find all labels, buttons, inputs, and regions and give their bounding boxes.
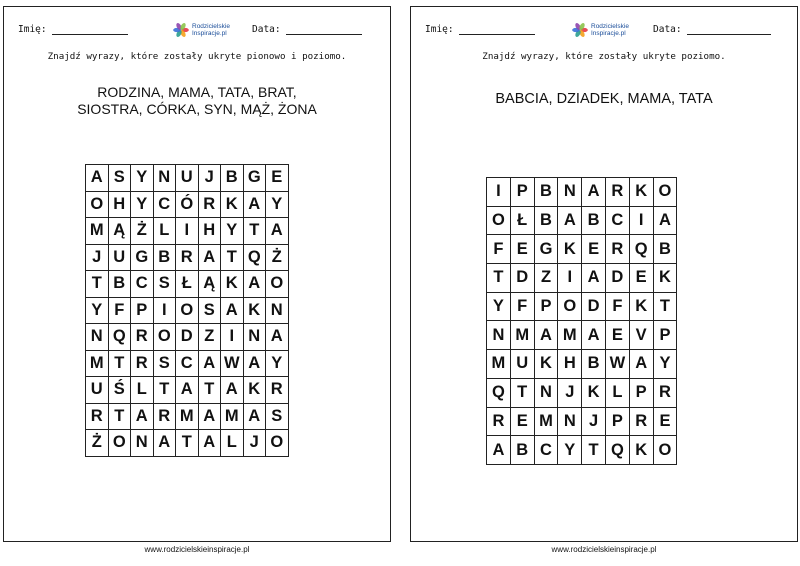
grid-cell[interactable]: C — [153, 191, 176, 218]
grid-cell[interactable]: E — [510, 235, 534, 264]
grid-cell[interactable]: A — [221, 377, 244, 404]
grid-row — [487, 378, 677, 407]
grid-row — [86, 377, 289, 404]
grid-cell[interactable]: H — [198, 218, 221, 245]
grid-cell[interactable]: B — [108, 271, 131, 298]
grid-cell[interactable]: T — [153, 377, 176, 404]
grid-cell[interactable]: A — [243, 403, 266, 430]
grid-cell[interactable]: L — [605, 378, 629, 407]
grid-cell[interactable]: Y — [86, 297, 109, 324]
grid-cell[interactable]: S — [108, 165, 131, 192]
grid-cell[interactable]: A — [243, 191, 266, 218]
grid-cell[interactable]: D — [176, 324, 199, 351]
name-field[interactable] — [425, 24, 535, 35]
grid-cell[interactable]: J — [86, 244, 109, 271]
logo-flower-icon — [571, 21, 589, 39]
grid-cell[interactable]: J — [558, 378, 582, 407]
grid-cell[interactable]: A — [629, 350, 653, 379]
grid-row — [487, 235, 677, 264]
date-label: Data: — [252, 24, 281, 35]
grid-cell[interactable]: K — [221, 191, 244, 218]
grid-cell[interactable]: H — [108, 191, 131, 218]
grid-cell[interactable]: Y — [558, 436, 582, 465]
grid-cell[interactable]: A — [487, 436, 511, 465]
worksheet-right — [410, 6, 798, 542]
grid-row — [86, 165, 289, 192]
grid-cell[interactable]: H — [558, 350, 582, 379]
grid-cell[interactable]: K — [629, 178, 653, 207]
grid-cell[interactable]: R — [86, 403, 109, 430]
date-label: Data: — [653, 24, 682, 35]
grid-cell[interactable]: K — [534, 350, 558, 379]
grid-cell[interactable]: T — [86, 271, 109, 298]
grid-cell[interactable]: C — [131, 271, 154, 298]
grid-row — [487, 321, 677, 350]
word-list-line-1: RODZINA, MAMA, TATA, BRAT, — [97, 84, 297, 100]
grid-cell[interactable]: G — [243, 165, 266, 192]
grid-cell[interactable]: B — [153, 244, 176, 271]
grid-cell[interactable]: C — [534, 436, 558, 465]
grid-cell[interactable]: T — [243, 218, 266, 245]
logo-line-2: Inspiracje.pl — [591, 30, 626, 37]
grid-cell[interactable]: A — [221, 297, 244, 324]
grid-cell[interactable]: B — [653, 235, 677, 264]
grid-cell[interactable]: A — [558, 206, 582, 235]
grid-cell[interactable]: I — [487, 178, 511, 207]
grid-cell[interactable]: I — [221, 324, 244, 351]
grid-cell[interactable]: D — [605, 264, 629, 293]
grid-cell[interactable]: M — [221, 403, 244, 430]
grid-cell[interactable]: Y — [266, 191, 289, 218]
name-label: Imię: — [18, 24, 47, 35]
grid-cell[interactable]: N — [487, 321, 511, 350]
grid-cell[interactable]: P — [131, 297, 154, 324]
grid-cell[interactable]: Ż — [266, 244, 289, 271]
grid-row — [487, 407, 677, 436]
grid-row — [86, 324, 289, 351]
date-field[interactable] — [252, 24, 362, 35]
grid-cell[interactable]: M — [487, 350, 511, 379]
grid-cell[interactable]: S — [153, 271, 176, 298]
grid-cell[interactable]: Ł — [176, 271, 199, 298]
grid-cell[interactable]: B — [534, 178, 558, 207]
grid-cell[interactable]: O — [653, 436, 677, 465]
grid-cell[interactable]: K — [582, 378, 606, 407]
grid-cell[interactable]: T — [198, 377, 221, 404]
grid-cell[interactable]: T — [487, 264, 511, 293]
grid-cell[interactable]: U — [510, 350, 534, 379]
grid-cell[interactable]: B — [534, 206, 558, 235]
grid-cell[interactable]: T — [108, 350, 131, 377]
grid-cell[interactable]: D — [582, 292, 606, 321]
grid-cell[interactable]: Ś — [108, 377, 131, 404]
grid-cell[interactable]: Ó — [176, 191, 199, 218]
grid-cell[interactable]: A — [266, 218, 289, 245]
logo-flower-icon — [172, 21, 190, 39]
grid-cell[interactable]: K — [243, 297, 266, 324]
grid-cell[interactable]: A — [266, 324, 289, 351]
grid-cell[interactable]: I — [558, 264, 582, 293]
grid-cell[interactable]: N — [558, 178, 582, 207]
grid-cell[interactable]: T — [510, 378, 534, 407]
grid-cell[interactable]: Q — [487, 378, 511, 407]
grid-cell[interactable]: C — [605, 206, 629, 235]
grid-cell[interactable]: O — [558, 292, 582, 321]
grid-cell[interactable]: Q — [605, 436, 629, 465]
logo-line-1: Rodzicielskie — [591, 23, 629, 30]
grid-cell[interactable]: N — [558, 407, 582, 436]
grid-cell[interactable]: O — [108, 430, 131, 457]
grid-cell[interactable]: R — [266, 377, 289, 404]
grid-row — [86, 430, 289, 457]
grid-cell[interactable]: P — [510, 178, 534, 207]
grid-cell[interactable]: A — [198, 244, 221, 271]
grid-cell[interactable]: A — [131, 403, 154, 430]
grid-cell[interactable]: O — [487, 206, 511, 235]
grid-cell[interactable]: T — [221, 244, 244, 271]
letter-grid — [85, 164, 289, 457]
grid-cell[interactable]: A — [198, 430, 221, 457]
grid-cell[interactable]: C — [176, 350, 199, 377]
logo-text — [192, 23, 230, 37]
grid-cell[interactable]: O — [266, 430, 289, 457]
grid-cell[interactable]: Y — [487, 292, 511, 321]
grid-cell[interactable]: Z — [198, 324, 221, 351]
grid-cell[interactable]: L — [131, 377, 154, 404]
grid-cell[interactable]: S — [266, 403, 289, 430]
grid-cell[interactable]: K — [653, 264, 677, 293]
grid-cell[interactable]: S — [198, 297, 221, 324]
grid-row — [487, 178, 677, 207]
grid-cell[interactable]: K — [558, 235, 582, 264]
word-list-line-2: SIOSTRA, CÓRKA, SYN, MĄŻ, ŻONA — [77, 101, 317, 117]
grid-cell[interactable]: F — [510, 292, 534, 321]
grid-cell[interactable]: V — [629, 321, 653, 350]
grid-cell[interactable]: I — [629, 206, 653, 235]
grid-cell[interactable]: F — [487, 235, 511, 264]
grid-cell[interactable]: B — [582, 206, 606, 235]
grid-cell[interactable]: R — [629, 407, 653, 436]
grid-cell[interactable]: G — [534, 235, 558, 264]
grid-cell[interactable]: A — [582, 264, 606, 293]
grid-cell[interactable]: P — [629, 378, 653, 407]
grid-cell[interactable]: M — [176, 403, 199, 430]
grid-cell[interactable]: U — [86, 377, 109, 404]
grid-cell[interactable]: D — [510, 264, 534, 293]
grid-cell[interactable]: O — [653, 178, 677, 207]
grid-cell[interactable]: P — [653, 321, 677, 350]
grid-cell[interactable]: N — [534, 378, 558, 407]
grid-cell[interactable]: T — [582, 436, 606, 465]
grid-cell[interactable]: N — [266, 297, 289, 324]
grid-cell[interactable]: Y — [266, 350, 289, 377]
grid-cell[interactable]: R — [131, 324, 154, 351]
grid-cell[interactable]: N — [153, 165, 176, 192]
grid-cell[interactable]: A — [176, 377, 199, 404]
grid-cell[interactable]: W — [605, 350, 629, 379]
footer-url[interactable]: www.rodzicielskieinspiracje.pl — [551, 545, 657, 554]
grid-cell[interactable]: Ż — [131, 218, 154, 245]
grid-row — [86, 218, 289, 245]
grid-cell[interactable]: F — [108, 297, 131, 324]
grid-cell[interactable]: M — [534, 407, 558, 436]
grid-cell[interactable]: L — [153, 218, 176, 245]
grid-row — [487, 436, 677, 465]
grid-cell[interactable]: T — [108, 403, 131, 430]
grid-cell[interactable]: O — [86, 191, 109, 218]
grid-cell[interactable]: I — [176, 218, 199, 245]
grid-cell[interactable]: S — [153, 350, 176, 377]
grid-cell[interactable]: Q — [243, 244, 266, 271]
grid-cell[interactable]: A — [243, 271, 266, 298]
grid-cell[interactable]: M — [558, 321, 582, 350]
logo-line-2: Inspiracje.pl — [192, 30, 227, 37]
grid-cell[interactable]: P — [605, 407, 629, 436]
grid-cell[interactable]: A — [153, 430, 176, 457]
date-line[interactable] — [687, 24, 771, 35]
grid-row — [86, 350, 289, 377]
grid-row — [86, 244, 289, 271]
letter-grid — [486, 177, 677, 465]
grid-cell[interactable]: N — [243, 324, 266, 351]
grid-cell[interactable]: R — [605, 178, 629, 207]
grid-cell[interactable]: K — [629, 292, 653, 321]
name-line[interactable] — [459, 24, 535, 35]
grid-cell[interactable]: E — [605, 321, 629, 350]
grid-cell[interactable]: B — [510, 436, 534, 465]
grid-cell[interactable]: A — [198, 403, 221, 430]
grid-cell[interactable]: N — [86, 324, 109, 351]
name-field[interactable] — [18, 24, 128, 35]
grid-cell[interactable]: Ą — [108, 218, 131, 245]
grid-cell[interactable]: Ą — [198, 271, 221, 298]
grid-row — [86, 403, 289, 430]
word-list: BABCIA, DZIADEK, MAMA, TATA — [495, 91, 713, 107]
logo-text — [591, 23, 629, 37]
grid-cell[interactable]: Y — [653, 350, 677, 379]
logo — [571, 21, 629, 39]
grid-row — [86, 271, 289, 298]
grid-cell[interactable]: B — [582, 350, 606, 379]
grid-cell[interactable]: U — [108, 244, 131, 271]
grid-cell[interactable]: A — [653, 206, 677, 235]
grid-cell[interactable]: M — [510, 321, 534, 350]
grid-cell[interactable]: W — [221, 350, 244, 377]
grid-row — [487, 350, 677, 379]
logo-line-1: Rodzicielskie — [192, 23, 230, 30]
grid-cell[interactable]: Z — [534, 264, 558, 293]
grid-cell[interactable]: Q — [108, 324, 131, 351]
grid-cell[interactable]: R — [198, 191, 221, 218]
grid-cell[interactable]: Q — [629, 235, 653, 264]
grid-cell[interactable]: O — [153, 324, 176, 351]
grid-cell[interactable]: E — [266, 165, 289, 192]
name-line[interactable] — [52, 24, 128, 35]
grid-cell[interactable]: A — [198, 350, 221, 377]
grid-cell[interactable]: A — [582, 321, 606, 350]
grid-cell[interactable]: A — [243, 350, 266, 377]
grid-cell[interactable]: R — [131, 350, 154, 377]
grid-cell[interactable]: T — [176, 430, 199, 457]
grid-cell[interactable]: E — [653, 407, 677, 436]
grid-row — [487, 264, 677, 293]
grid-cell[interactable]: R — [653, 378, 677, 407]
grid-cell[interactable]: J — [198, 165, 221, 192]
logo — [172, 21, 230, 39]
grid-cell[interactable]: O — [266, 271, 289, 298]
instruction: Znajdź wyrazy, które zostały ukryte poziomo. — [482, 51, 726, 62]
grid-cell[interactable]: Ł — [510, 206, 534, 235]
grid-cell[interactable]: A — [534, 321, 558, 350]
grid-cell[interactable]: K — [243, 377, 266, 404]
grid-cell[interactable]: K — [629, 436, 653, 465]
grid-cell[interactable]: M — [86, 350, 109, 377]
name-label: Imię: — [425, 24, 454, 35]
grid-cell[interactable]: R — [487, 407, 511, 436]
grid-cell[interactable]: E — [629, 264, 653, 293]
grid-cell[interactable]: B — [221, 165, 244, 192]
grid-cell[interactable]: E — [582, 235, 606, 264]
grid-cell[interactable]: J — [243, 430, 266, 457]
grid-row — [487, 292, 677, 321]
grid-cell[interactable]: T — [653, 292, 677, 321]
date-field[interactable] — [653, 24, 771, 35]
grid-cell[interactable]: R — [605, 235, 629, 264]
grid-cell[interactable]: Y — [221, 218, 244, 245]
grid-cell[interactable]: Y — [131, 191, 154, 218]
grid-cell[interactable]: L — [221, 430, 244, 457]
grid-row — [86, 297, 289, 324]
footer-url[interactable]: www.rodzicielskieinspiracje.pl — [144, 545, 250, 554]
grid-cell[interactable]: M — [86, 218, 109, 245]
grid-cell[interactable]: A — [582, 178, 606, 207]
grid-cell[interactable]: O — [176, 297, 199, 324]
grid-cell[interactable]: U — [176, 165, 199, 192]
grid-cell[interactable]: P — [534, 292, 558, 321]
instruction: Znajdź wyrazy, które zostały ukryte pionowo i poziomo. — [47, 51, 347, 62]
worksheet-left — [3, 6, 391, 542]
grid-cell[interactable]: Y — [131, 165, 154, 192]
grid-cell[interactable]: Ż — [86, 430, 109, 457]
grid-row — [487, 206, 677, 235]
date-line[interactable] — [286, 24, 362, 35]
grid-cell[interactable]: E — [510, 407, 534, 436]
grid-cell[interactable]: N — [131, 430, 154, 457]
grid-cell[interactable]: G — [131, 244, 154, 271]
grid-cell[interactable]: I — [153, 297, 176, 324]
grid-cell[interactable]: K — [221, 271, 244, 298]
grid-cell[interactable]: R — [153, 403, 176, 430]
grid-cell[interactable]: J — [582, 407, 606, 436]
grid-cell[interactable]: A — [86, 165, 109, 192]
word-list — [4, 84, 390, 118]
grid-cell[interactable]: R — [176, 244, 199, 271]
grid-row — [86, 191, 289, 218]
grid-cell[interactable]: F — [605, 292, 629, 321]
